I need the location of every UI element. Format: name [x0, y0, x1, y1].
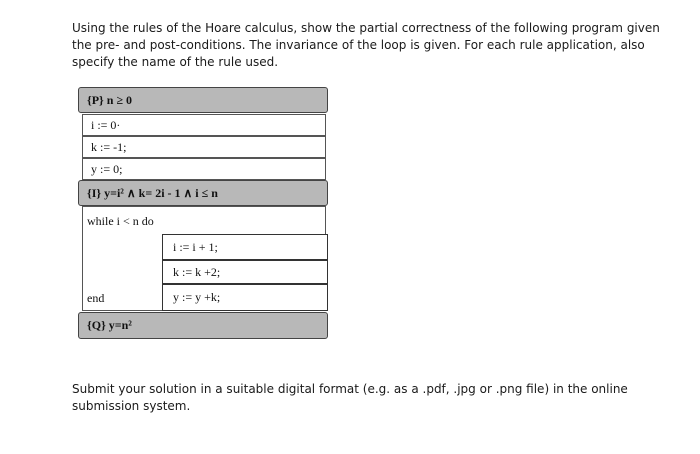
loop-statement-update-k: k := k +2;	[162, 260, 328, 284]
loop-statement-update-y: y := y +k;	[162, 284, 328, 311]
while-loop-block	[82, 206, 326, 311]
postcondition-box: {Q} y=n²	[78, 312, 328, 339]
statement-init-y: y := 0;	[82, 158, 326, 180]
loop-end: end	[87, 291, 105, 305]
loop-header: while i < n do	[87, 214, 154, 228]
hoare-program-diagram	[78, 87, 328, 339]
submission-instructions: Submit your solution in a suitable digital format (e.g. as a .pdf, .jpg or .png file) in the online submission system.	[72, 382, 628, 413]
statement-init-k: k := -1;	[82, 136, 326, 158]
task-description: Using the rules of the Hoare calculus, show the partial correctness of the following program given the pre- and post-conditions. The invariance of the loop is given. For each rule application, also specify the name of the rule used.	[72, 21, 660, 69]
invariant-box: {I} y=i² ∧ k= 2i - 1 ∧ i ≤ n	[78, 180, 328, 206]
statement-init-i: i := 0·	[82, 114, 326, 136]
loop-statement-increment-i: i := i + 1;	[162, 234, 328, 260]
precondition-box: {P} n ≥ 0	[78, 87, 328, 113]
